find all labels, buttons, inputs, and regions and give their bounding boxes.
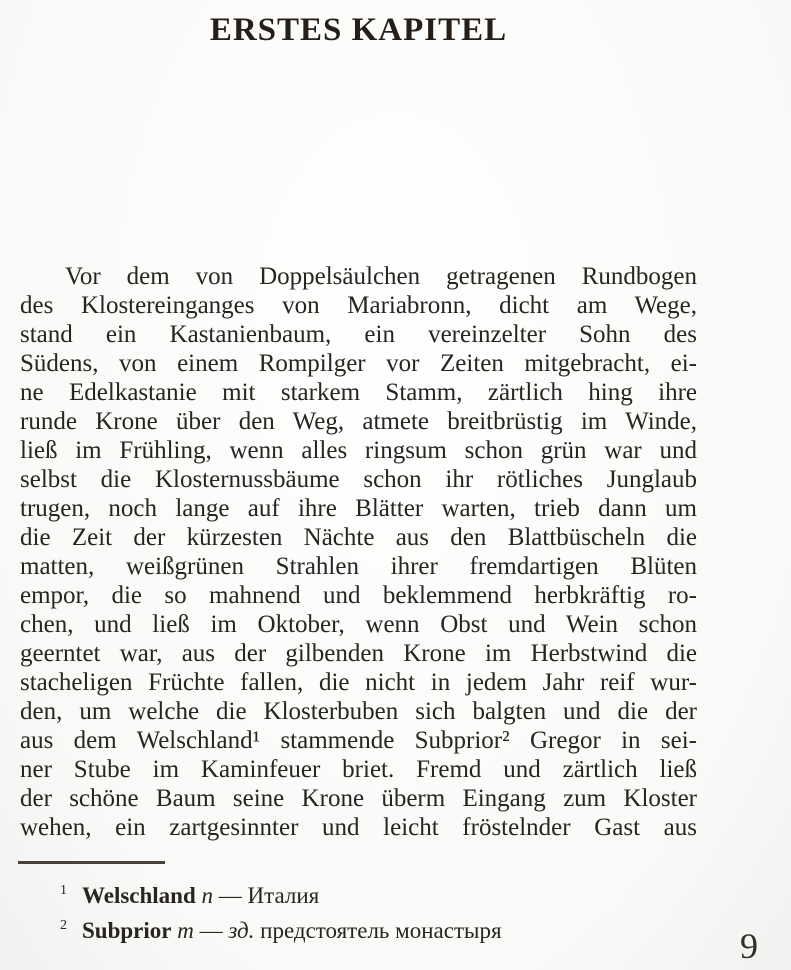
body-line: runde Krone über den Weg, atmete breitbrüstig im Winde, (20, 408, 697, 435)
footnote-separator (18, 861, 165, 864)
body-line: des Klostereinganges von Mariabronn, dicht am Wege, (20, 292, 697, 319)
body-line: matten, weißgrünen Strahlen ihrer fremdartigen Blüten (20, 553, 697, 580)
body-line: geerntet war, aus der gilbenden Krone im Herbstwind die (20, 640, 697, 667)
footnote-dash: — (218, 883, 242, 908)
footnote-item (20, 911, 697, 946)
body-line: Vor dem von Doppelsäulchen getragenen Rundbogen (65, 263, 697, 290)
body-line: empor, die so mahnend und beklemmend herbkräftig ro- (20, 582, 697, 609)
body-line: aus dem Welschland¹ stammende Subprior² Gregor in sei- (20, 727, 697, 754)
body-line: stacheligen Früchte fallen, die nicht in jedem Jahr reif wur- (20, 669, 697, 696)
footnote-definition: Италия (247, 883, 320, 908)
body-line: den, um welche die Klosterbuben sich balgten und die der (20, 698, 697, 725)
footnote-definition: предстоятель монастыря (260, 918, 502, 943)
footnote-prefix: зд. (228, 918, 255, 943)
body-line: wehen, ein zartgesinnter und leicht fröstelnder Gast aus (20, 814, 697, 841)
body-line: der schöne Baum seine Krone überm Eingang zum Kloster (20, 785, 697, 812)
footnote-gender: m (177, 918, 194, 943)
body-line: Südens, von einem Rompilger vor Zeiten mitgebracht, ei- (20, 350, 697, 377)
body-line: ner Stube im Kaminfeuer briet. Fremd und zärtlich ließ (20, 756, 697, 783)
chapter-heading: ERSTES KAPITEL (209, 12, 508, 48)
body-line: ließ im Frühling, wenn alles ringsum schon grün war und (20, 437, 697, 464)
footnotes (20, 876, 697, 946)
body-line: trugen, noch lange auf ihre Blätter warten, trieb dann um (20, 495, 697, 522)
footnote-item (20, 876, 697, 911)
footnote-dash: — (199, 918, 223, 943)
body-paragraph (20, 262, 697, 842)
body-line: ne Edelkastanie mit starkem Stamm, zärtlich hing ihre (20, 379, 697, 406)
body-line: selbst die Klosternussbäume schon ihr rötliches Junglaub (20, 466, 697, 493)
footnote-marker: 1 (60, 883, 67, 898)
body-line: chen, und ließ im Oktober, wenn Obst und Wein schon (20, 611, 697, 638)
footnote-term: Subprior (82, 918, 172, 943)
body-line: die Zeit der kürzesten Nächte aus den Blattbüscheln die (20, 524, 697, 551)
footnote-marker: 2 (60, 918, 67, 933)
page-number: 9 (740, 926, 758, 966)
body-line: stand ein Kastanienbaum, ein vereinzelter Sohn des (20, 321, 697, 348)
footnote-term: Welschland (82, 883, 196, 908)
footnote-gender: n (201, 883, 214, 908)
